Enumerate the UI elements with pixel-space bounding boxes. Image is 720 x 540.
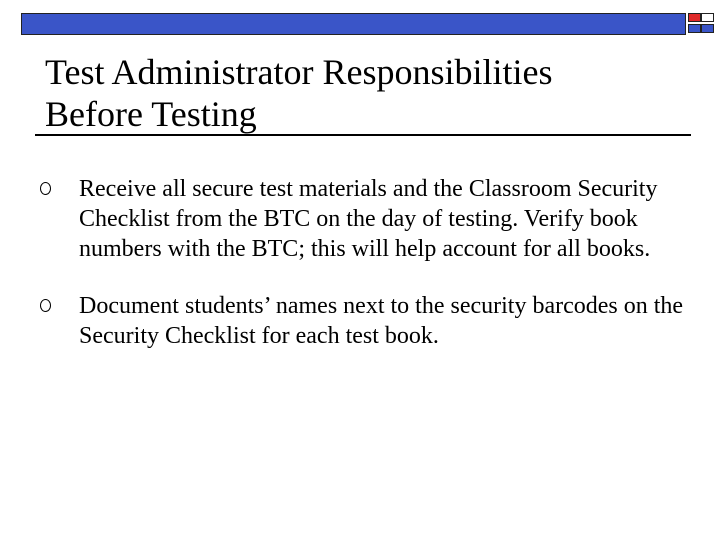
bullet-list [40,174,700,378]
list-item [40,291,700,351]
slide-title-line-2: Before Testing [45,94,257,134]
title-underline [35,134,691,136]
slide-title [45,51,685,135]
bullet-text: Receive all secure test materials and the Classroom Security Checklist from the BTC on the day of testing. Verify book numbers with the BTC; this will help account for all books. [79,176,658,262]
header-accent-bar [21,13,686,35]
bullet-text: Document students’ names next to the security barcodes on the Security Checklist for each test book. [79,293,684,349]
corner-blue-square-2 [701,24,714,33]
hollow-circle-bullet-icon [40,299,51,312]
corner-white-square [701,13,714,22]
hollow-circle-bullet-icon [40,182,51,195]
list-item [40,174,700,264]
corner-blue-square [688,24,701,33]
slide-title-line-1: Test Administrator Responsibilities [45,52,553,92]
corner-red-square [688,13,701,22]
